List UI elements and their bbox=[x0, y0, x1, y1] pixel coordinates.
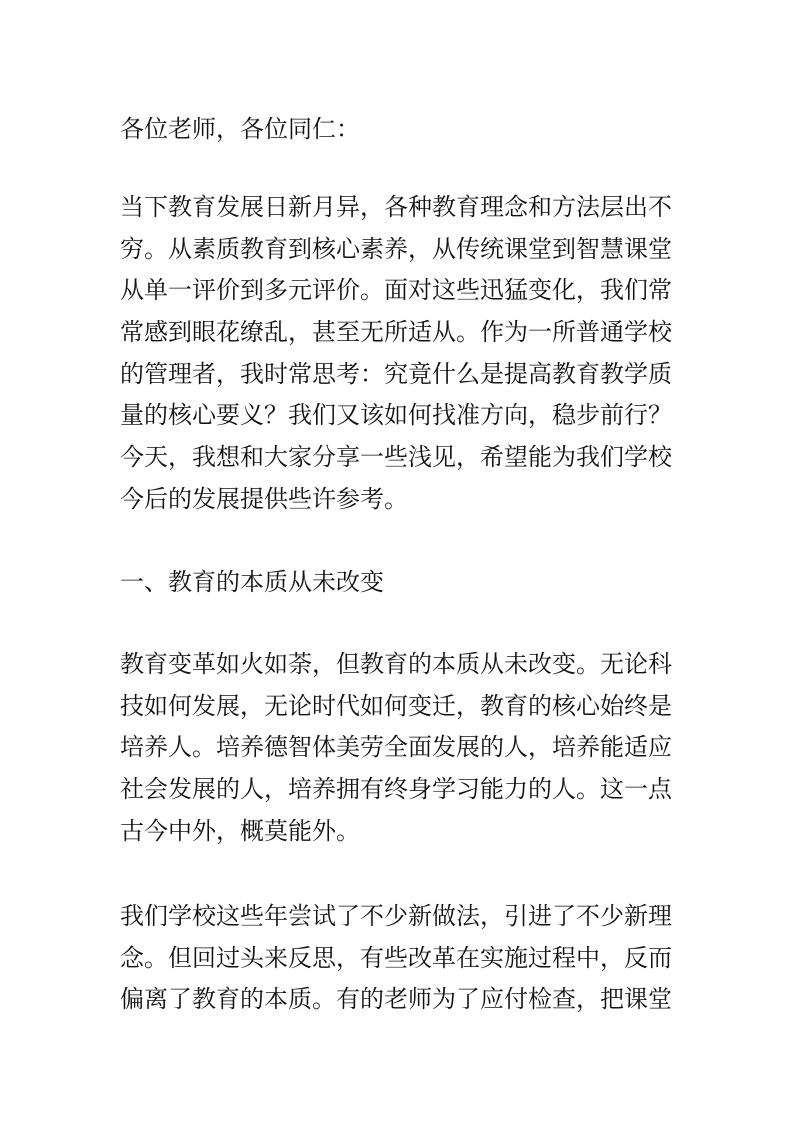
text-line: 当下教育发展日新月异，各种教育理念和方法层出不 bbox=[120, 193, 672, 221]
text-line: 技如何发展，无论时代如何变迁，教育的核心始终是 bbox=[120, 691, 672, 720]
greeting bbox=[120, 109, 680, 151]
section-heading bbox=[120, 562, 680, 604]
text-line: 量的核心要义？我们又该如何找准方向，稳步前行？ bbox=[120, 401, 672, 430]
text-line: 偏离了教育的本质。有的老师为了应付检查，把课堂 bbox=[120, 985, 672, 1014]
text-line: 古今中外，概莫能外。 bbox=[120, 816, 360, 845]
text-line: 常感到眼花缭乱，甚至无所适从。作为一所普通学校 bbox=[120, 318, 672, 347]
section1-paragraph-2 bbox=[120, 896, 680, 1021]
text-line: 从单一评价到多元评价。面对这些迅猛变化，我们常 bbox=[120, 276, 672, 305]
text-line: 的管理者，我时常思考：究竟什么是提高教育教学质 bbox=[120, 359, 672, 388]
text-line: 教育变革如火如荼，但教育的本质从未改变。无论科 bbox=[120, 650, 672, 678]
text-line: 社会发展的人，培养拥有终身学习能力的人。这一点 bbox=[120, 775, 672, 804]
text-line: 我们学校这些年尝试了不少新做法，引进了不少新理 bbox=[120, 902, 672, 930]
greeting-line: 各位老师，各位同仁： bbox=[120, 115, 360, 143]
text-line: 培养人。培养德智体美劳全面发展的人，培养能适应 bbox=[120, 733, 672, 762]
text-line: 念。但回过头来反思，有些改革在实施过程中，反而 bbox=[120, 943, 672, 972]
section1-heading: 一、教育的本质从未改变 bbox=[120, 568, 384, 596]
text-line: 今后的发展提供些许参考。 bbox=[120, 484, 408, 513]
section1-paragraph-1 bbox=[120, 644, 680, 852]
text-line: 穷。从素质教育到核心素养，从传统课堂到智慧课堂 bbox=[120, 234, 672, 263]
text-line: 今天，我想和大家分享一些浅见，希望能为我们学校 bbox=[120, 443, 672, 472]
intro-paragraph bbox=[120, 187, 680, 521]
